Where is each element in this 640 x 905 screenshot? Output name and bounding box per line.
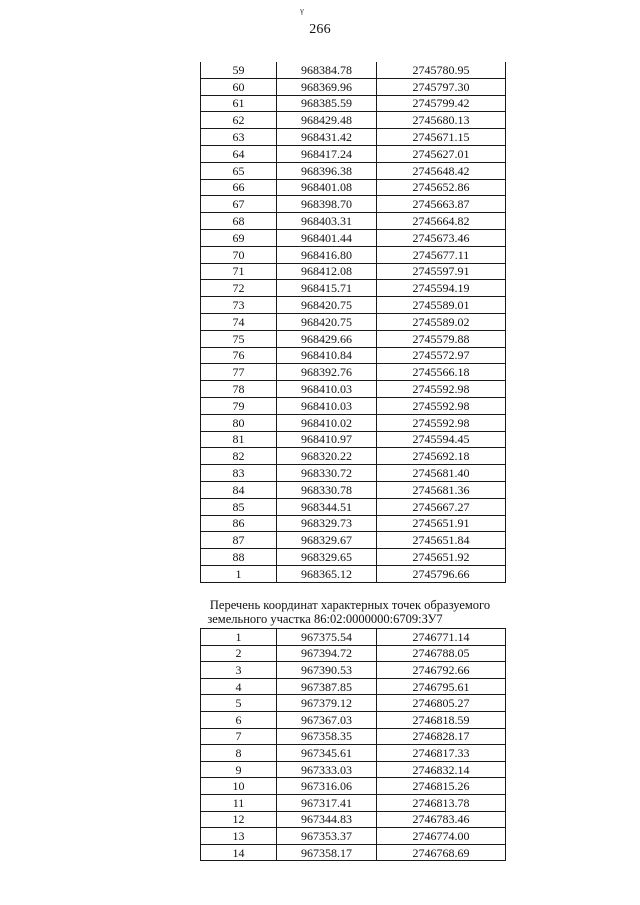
table-row [201,364,506,381]
y-coordinate-cell: 2746783.46 [377,811,506,828]
y-coordinate-cell: 2745796.66 [377,565,506,582]
table-row [201,95,506,112]
point-number-cell: 3 [201,662,277,679]
x-coordinate-cell: 968410.02 [277,414,377,431]
table-row [201,678,506,695]
point-number-cell: 81 [201,431,277,448]
table-row [201,565,506,582]
table-row [201,465,506,482]
y-coordinate-cell: 2745592.98 [377,397,506,414]
point-number-cell: 64 [201,145,277,162]
table-row [201,397,506,414]
y-coordinate-cell: 2746788.05 [377,645,506,662]
y-coordinate-cell: 2745797.30 [377,78,506,95]
y-coordinate-cell: 2745594.19 [377,280,506,297]
coordinates-table-1 [200,62,506,583]
y-coordinate-cell: 2746774.00 [377,828,506,845]
x-coordinate-cell: 968431.42 [277,129,377,146]
y-coordinate-cell: 2745780.95 [377,62,506,78]
y-coordinate-cell: 2745677.11 [377,246,506,263]
point-number-cell: 76 [201,347,277,364]
point-number-cell: 62 [201,112,277,129]
point-number-cell: 68 [201,213,277,230]
y-coordinate-cell: 2745673.46 [377,229,506,246]
y-coordinate-cell: 2745681.40 [377,465,506,482]
table-caption-line-1: Перечень координат характерных точек образуемого [209,598,491,612]
point-number-cell: 65 [201,162,277,179]
table-row [201,62,506,78]
x-coordinate-cell: 968344.51 [277,498,377,515]
point-number-cell: 72 [201,280,277,297]
point-number-cell: 74 [201,313,277,330]
table-caption-line-2: земельного участка 86:02:0000000:6709:ЗУ7 [207,612,443,626]
table-row [201,728,506,745]
y-coordinate-cell: 2746817.33 [377,745,506,762]
x-coordinate-cell: 968320.22 [277,448,377,465]
point-number-cell: 80 [201,414,277,431]
x-coordinate-cell: 968416.80 [277,246,377,263]
x-coordinate-cell: 968412.08 [277,263,377,280]
y-coordinate-cell: 2745681.36 [377,481,506,498]
table-row [201,246,506,263]
table-row [201,629,506,646]
table-row [201,794,506,811]
point-number-cell: 82 [201,448,277,465]
y-coordinate-cell: 2745651.84 [377,532,506,549]
y-coordinate-cell: 2745594.45 [377,431,506,448]
y-coordinate-cell: 2746832.14 [377,761,506,778]
y-coordinate-cell: 2746805.27 [377,695,506,712]
point-number-cell: 11 [201,794,277,811]
y-coordinate-cell: 2746771.14 [377,629,506,646]
x-coordinate-cell: 968429.48 [277,112,377,129]
point-number-cell: 71 [201,263,277,280]
x-coordinate-cell: 968369.96 [277,78,377,95]
x-coordinate-cell: 968410.03 [277,381,377,398]
y-coordinate-cell: 2745664.82 [377,213,506,230]
table-row [201,711,506,728]
table-row [201,431,506,448]
x-coordinate-cell: 968396.38 [277,162,377,179]
table-row [201,481,506,498]
y-coordinate-cell: 2746828.17 [377,728,506,745]
x-coordinate-cell: 967353.37 [277,828,377,845]
x-coordinate-cell: 968420.75 [277,297,377,314]
point-number-cell: 59 [201,62,277,78]
y-coordinate-cell: 2745589.02 [377,313,506,330]
point-number-cell: 88 [201,549,277,566]
point-number-cell: 70 [201,246,277,263]
y-coordinate-cell: 2746818.59 [377,711,506,728]
x-coordinate-cell: 967317.41 [277,794,377,811]
y-coordinate-cell: 2745652.86 [377,179,506,196]
y-coordinate-cell: 2745572.97 [377,347,506,364]
y-coordinate-cell: 2746815.26 [377,778,506,795]
x-coordinate-cell: 968410.84 [277,347,377,364]
table-row [201,498,506,515]
x-coordinate-cell: 968398.70 [277,196,377,213]
point-number-cell: 10 [201,778,277,795]
table-row [201,263,506,280]
x-coordinate-cell: 968329.65 [277,549,377,566]
table-row [201,414,506,431]
y-coordinate-cell: 2745692.18 [377,448,506,465]
x-coordinate-cell: 967333.03 [277,761,377,778]
y-coordinate-cell: 2745671.15 [377,129,506,146]
x-coordinate-cell: 967375.54 [277,629,377,646]
coordinates-table-1-body [201,62,506,582]
table-row [201,229,506,246]
table-row [201,162,506,179]
table-row [201,549,506,566]
point-number-cell: 66 [201,179,277,196]
x-coordinate-cell: 967344.83 [277,811,377,828]
x-coordinate-cell: 968385.59 [277,95,377,112]
table-row [201,196,506,213]
point-number-cell: 86 [201,515,277,532]
x-coordinate-cell: 968329.73 [277,515,377,532]
point-number-cell: 4 [201,678,277,695]
point-number-cell: 12 [201,811,277,828]
x-coordinate-cell: 967387.85 [277,678,377,695]
table-row [201,761,506,778]
point-number-cell: 63 [201,129,277,146]
table-row [201,532,506,549]
x-coordinate-cell: 968410.97 [277,431,377,448]
point-number-cell: 61 [201,95,277,112]
table-row [201,179,506,196]
y-coordinate-cell: 2746813.78 [377,794,506,811]
x-coordinate-cell: 968401.44 [277,229,377,246]
coordinates-table-2 [200,628,506,861]
x-coordinate-cell: 968330.72 [277,465,377,482]
point-number-cell: 67 [201,196,277,213]
table-row [201,347,506,364]
x-coordinate-cell: 967394.72 [277,645,377,662]
x-coordinate-cell: 968410.03 [277,397,377,414]
y-coordinate-cell: 2745566.18 [377,364,506,381]
point-number-cell: 73 [201,297,277,314]
point-number-cell: 7 [201,728,277,745]
point-number-cell: 79 [201,397,277,414]
table-row [201,381,506,398]
x-coordinate-cell: 968420.75 [277,313,377,330]
y-coordinate-cell: 2745651.92 [377,549,506,566]
point-number-cell: 6 [201,711,277,728]
table-row [201,515,506,532]
point-number-cell: 84 [201,481,277,498]
x-coordinate-cell: 967379.12 [277,695,377,712]
table-row [201,112,506,129]
point-number-cell: 69 [201,229,277,246]
table-row [201,78,506,95]
y-coordinate-cell: 2745592.98 [377,414,506,431]
y-coordinate-cell: 2746792.66 [377,662,506,679]
table-row [201,828,506,845]
y-coordinate-cell: 2745667.27 [377,498,506,515]
table-row [201,297,506,314]
x-coordinate-cell: 967358.35 [277,728,377,745]
y-coordinate-cell: 2746795.61 [377,678,506,695]
point-number-cell: 8 [201,745,277,762]
table-row [201,811,506,828]
coordinates-table-2-body [201,629,506,861]
x-coordinate-cell: 968429.66 [277,330,377,347]
point-number-cell: 2 [201,645,277,662]
table-row [201,448,506,465]
x-coordinate-cell: 967345.61 [277,745,377,762]
page-number: 266 [309,22,331,37]
point-number-cell: 87 [201,532,277,549]
y-coordinate-cell: 2745680.13 [377,112,506,129]
point-number-cell: 85 [201,498,277,515]
table-row [201,695,506,712]
table-row [201,778,506,795]
scan-mark: ᵞ [300,6,304,21]
table-row [201,745,506,762]
table-row [201,280,506,297]
point-number-cell: 1 [201,629,277,646]
point-number-cell: 78 [201,381,277,398]
x-coordinate-cell: 967358.17 [277,844,377,861]
table-row [201,662,506,679]
y-coordinate-cell: 2746768.69 [377,844,506,861]
y-coordinate-cell: 2745663.87 [377,196,506,213]
point-number-cell: 75 [201,330,277,347]
table-row [201,213,506,230]
y-coordinate-cell: 2745597.91 [377,263,506,280]
point-number-cell: 83 [201,465,277,482]
y-coordinate-cell: 2745589.01 [377,297,506,314]
x-coordinate-cell: 968392.76 [277,364,377,381]
table-row [201,313,506,330]
y-coordinate-cell: 2745651.91 [377,515,506,532]
point-number-cell: 9 [201,761,277,778]
point-number-cell: 60 [201,78,277,95]
point-number-cell: 13 [201,828,277,845]
x-coordinate-cell: 968415.71 [277,280,377,297]
y-coordinate-cell: 2745592.98 [377,381,506,398]
x-coordinate-cell: 967367.03 [277,711,377,728]
x-coordinate-cell: 968403.31 [277,213,377,230]
table-row [201,129,506,146]
x-coordinate-cell: 968330.78 [277,481,377,498]
x-coordinate-cell: 968384.78 [277,62,377,78]
y-coordinate-cell: 2745627.01 [377,145,506,162]
x-coordinate-cell: 967390.53 [277,662,377,679]
x-coordinate-cell: 968401.08 [277,179,377,196]
point-number-cell: 14 [201,844,277,861]
x-coordinate-cell: 968417.24 [277,145,377,162]
y-coordinate-cell: 2745579.88 [377,330,506,347]
point-number-cell: 1 [201,565,277,582]
y-coordinate-cell: 2745799.42 [377,95,506,112]
table-row [201,145,506,162]
point-number-cell: 5 [201,695,277,712]
table-row [201,330,506,347]
x-coordinate-cell: 968365.12 [277,565,377,582]
y-coordinate-cell: 2745648.42 [377,162,506,179]
x-coordinate-cell: 967316.06 [277,778,377,795]
point-number-cell: 77 [201,364,277,381]
table-row [201,844,506,861]
x-coordinate-cell: 968329.67 [277,532,377,549]
table-row [201,645,506,662]
